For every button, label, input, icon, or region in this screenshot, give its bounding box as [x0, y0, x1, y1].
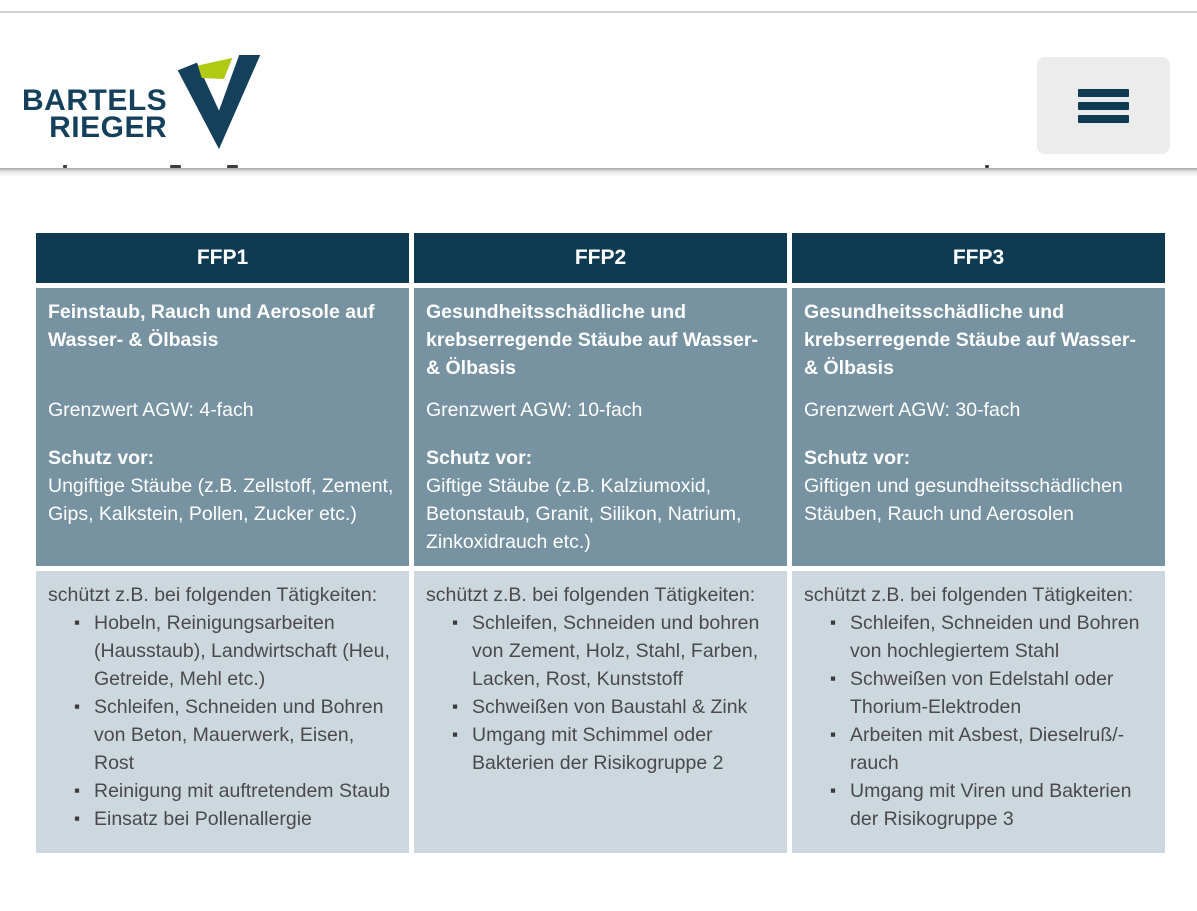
activity-item: ▪ Schweißen von Edelstahl oder Thorium-Elektroden — [830, 665, 1153, 721]
activity-item: ▪ Hobeln, Reinigungsarbeiten (Hausstaub), Landwirtschaft (Heu, Getreide, Mehl etc.) — [74, 609, 397, 693]
activities-cell-ffp1 — [36, 571, 409, 853]
protection-cell-ffp1 — [36, 288, 409, 566]
ffp-comparison-table — [36, 233, 1165, 853]
hamburger-icon — [1078, 102, 1129, 110]
clipped-text-fragment — [985, 165, 989, 168]
column-header-ffp1: FFP1 — [36, 233, 409, 283]
limit-value: Grenzwert AGW: 10-fach — [426, 399, 643, 421]
protection-label: Schutz vor: — [426, 447, 533, 469]
activities-intro: schützt z.B. bei folgenden Tätigkeiten: — [804, 584, 1134, 606]
hazard-title: Feinstaub, Rauch und Aerosole auf Wasser- & Ölbasis — [48, 301, 375, 351]
limit-value: Grenzwert AGW: 30-fach — [804, 399, 1021, 421]
activities-intro: schützt z.B. bei folgenden Tätigkeiten: — [48, 584, 378, 606]
column-header-ffp2: FFP2 — [414, 233, 787, 283]
activity-list — [804, 609, 1153, 833]
brand-v-icon — [175, 55, 263, 151]
protection-label: Schutz vor: — [804, 447, 911, 469]
activity-list — [48, 609, 397, 833]
menu-button[interactable] — [1037, 57, 1170, 154]
activity-item: ▪ Schweißen von Baustahl & Zink — [452, 693, 775, 721]
activity-list — [426, 609, 775, 777]
column-header-ffp3: FFP3 — [792, 233, 1165, 283]
protection-text: Giftige Stäube (z.B. Kalziumoxid, Betonstaub, Granit, Silikon, Natrium, Zinkoxidrauch etc.) — [426, 475, 742, 553]
hazard-title: Gesundheitsschädliche und krebserregende Stäube auf Wasser- & Ölbasis — [426, 301, 758, 379]
hamburger-icon — [1078, 89, 1129, 97]
brand-line-1: BARTELS — [22, 84, 168, 117]
activities-cell-ffp2 — [414, 571, 787, 853]
protection-text: Giftigen und gesundheitsschädlichen Stäuben, Rauch und Aerosolen — [804, 475, 1123, 525]
hamburger-icon — [1078, 115, 1129, 123]
activity-item: ▪ Einsatz bei Pollenallergie — [74, 805, 397, 833]
brand-wordmark — [22, 84, 168, 144]
limit-value: Grenzwert AGW: 4-fach — [48, 399, 254, 421]
protection-cell-ffp2 — [414, 288, 787, 566]
hazard-title: Gesundheitsschädliche und krebserregende Stäube auf Wasser- & Ölbasis — [804, 301, 1136, 379]
brand-logo[interactable] — [22, 55, 263, 151]
protection-cell-ffp3 — [792, 288, 1165, 566]
clipped-text-fragment — [170, 165, 181, 168]
brand-line-2: RIEGER — [49, 111, 168, 144]
activities-cell-ffp3 — [792, 571, 1165, 853]
header-shadow — [0, 168, 1197, 177]
activity-item: ▪ Schleifen, Schneiden und bohren von Zement, Holz, Stahl, Farben, Lacken, Rost, Kunststoff — [452, 609, 775, 693]
activity-item: ▪ Umgang mit Viren und Bakterien der Risikogruppe 3 — [830, 777, 1153, 833]
activities-intro: schützt z.B. bei folgenden Tätigkeiten: — [426, 584, 756, 606]
clipped-text-fragment — [63, 165, 67, 168]
site-header — [0, 13, 1197, 168]
protection-text: Ungiftige Stäube (z.B. Zellstoff, Zement, Gips, Kalkstein, Pollen, Zucker etc.) — [48, 475, 394, 525]
activity-item: ▪ Schleifen, Schneiden und Bohren von Beton, Mauerwerk, Eisen, Rost — [74, 693, 397, 777]
activity-item: ▪ Arbeiten mit Asbest, Dieselruß/-rauch — [830, 721, 1153, 777]
protection-label: Schutz vor: — [48, 447, 155, 469]
activity-item: ▪ Reinigung mit auftretendem Staub — [74, 777, 397, 805]
activity-item: ▪ Umgang mit Schimmel oder Bakterien der Risikogruppe 2 — [452, 721, 775, 777]
clipped-text-fragment — [227, 165, 238, 168]
activity-item: ▪ Schleifen, Schneiden und Bohren von hochlegiertem Stahl — [830, 609, 1153, 665]
